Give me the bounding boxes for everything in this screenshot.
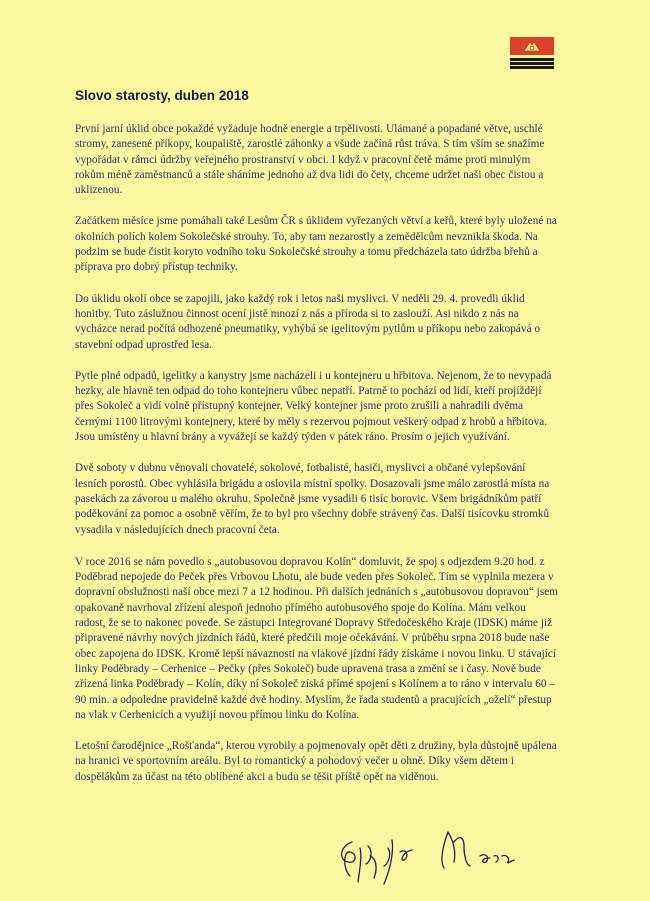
paragraph: Začátkem měsíce jsme pomáhali také Lesům ČR s úklidem vyřezaných větví a keřů, které byly uložené na okolních polích kolem Sokolečské strouhy. To, aby tam nezarostly a zemědělcům nevznikla škoda. Na podzim se bude čistit koryto vodního toku Sokolečské strouhy a tomu předcházela tato údržba břehů a příprava pro dobrý přístup techniky.	[75, 215, 557, 274]
article-body	[75, 122, 559, 801]
signature-image	[330, 812, 560, 892]
paragraph: První jarní úklid obce pokaždé vyžaduje hodně energie a trpělivosti. Ulámané a popadané větve, uschlé stromy, zanesené příkopy, koupaliště, zarostlé záhonky a všude začíná růst tráva. S tím vším se snažíme vypořádat v rámci údržby veřejného prostranství v obci. I když v pracovní četě máme proti minulým rokům méně zaměstnanců a stále sháníme jednoho až dva lidi do čety, chceme udržet naši obec čistou a uklizenou.	[75, 123, 545, 197]
paragraph: V roce 2016 se nám povedlo s „autobusovou dopravou Kolín“ domluvit, že spoj s odjezdem 9.20 hod. z Poděbrad nepojede do Peček přes Vrbovou Lhotu, ale bude veden přes Sokoleč. Tím se vyplnila mezera v dopravní obslužnosti naší obce mezi 7 a 12 hodinou. Při dalších jednáních s „autobusovou dopravou“ jsem opakovaně navrhoval zřízení alespoň jednoho přímého autobusového spoje do Kolína. Mám velkou radost, že se to nakonec povede. Se zástupci Integrované Dopravy Středočeského Kraje (IDSK) máme již připravené návrhy nových jízdních řádů, které předčili moje očekávání. V průběhu srpna 2018 bude naše obec zapojena do IDSK. Kromě lepší návaznosti na vlakové jízdní řády získáme i novou linku. U stávající linky Poděbrady – Cerhenice – Pečky (přes Sokoleč) bude upravena trasa a změní se i časy. Nově bude zřízená linka Poděbrady – Kolín, díky ní Sokoleč získá přímé spojení s Kolínem a to ráno v intervalu 60 – 90 min. a odpoledne pravidelně každé dvě hodiny. Myslím, že řada studentů a pracujících „oželí“ přestup na vlak v Cerhenicích a využijí novou přímou linku do Kolína.	[75, 555, 559, 721]
coat-of-arms-flag-icon	[510, 37, 554, 70]
paragraph: Dvě soboty v dubnu věnovali chovatelé, sokolové, fotbalisté, hasiči, myslivci a občané vylepšování lesních porostů. Obec vyhlásila brigádu a oslovila místní spolky. Dosazovali jsme málo zarostlá místa na pasekách za závorou u malého okruhu. Společně jsme vysadili 6 tisíc borovic. Všem brigádníkům patří poděkování za pomoc a osobně věřím, že to byl pro všechny dobře strávený čas. Další tisícovku stromků vysadila v následujících dnech pracovní četa.	[75, 462, 550, 536]
paragraph: Pytle plné odpadů, igelitky a kanystry jsme nacházeli i u kontejneru u hřbitova. Nejenom, že to nevypadá hezky, ale hlavně ten odpad do toho kontejneru vůbec nepatří. Patrně to pochází od lidí, kteří projíždějí přes Sokoleč a vidí volně přístupný kontejner. Velký kontejner jsme proto zrušili a nahradili dvěma černými 1100 litrovými kontejnery, které by měly s rezervou pojmout veškerý odpad z hrobů a hřbitova. Jsou umístěny u hlavní brány a vyvážejí se každý týden v pátek ráno. Prosím o jejich využívání.	[75, 369, 552, 444]
paragraph: Do úklidu okolí obce se zapojili, jako každý rok i letos naši myslivci. V neděli 29. 4. provedli úklid honitby. Tuto záslužnou činnost ocení jistě mnozí z nás a příroda si to zaslouží. Asi nikdo z nás na vycházce nerad počítá odhozené pneumatiky, vyhýbá se igelitovým pytlům u příkopu nebo zakopává o stavební odpad uprostřed lesa.	[75, 292, 541, 351]
page-title: Slovo starosty, duben 2018	[75, 88, 249, 103]
paragraph: Letošní čarodějnice „Rošťanda“, kterou vyrobily a pojmenovaly opět děti z družiny, byla důstojně upálena na hranici ve sportovním areálu. Byl to romantický a pohodový večer u ohně. Díky všem dětem i dospělákům za účast na této oblíbené akci a budu se těšit příště opět na viděnou.	[75, 740, 557, 783]
